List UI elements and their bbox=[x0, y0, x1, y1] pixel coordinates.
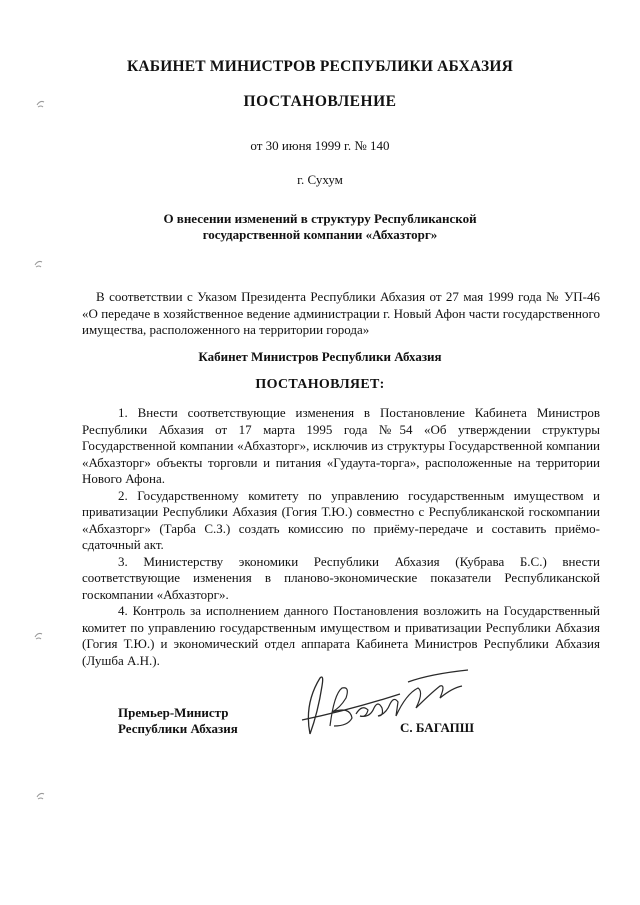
date-and-number: от 30 июня 1999 г. № 140 bbox=[250, 138, 390, 153]
signatory-name: С. БАГАПШ bbox=[400, 720, 475, 735]
preamble-paragraph: В соответствии с Указом Президента Республики Абхазия от 27 мая 1999 года № УП-46 «О передаче в хозяйственное ведение администрации г. Новый Афон части государственного имущества, расположенного на территории города» bbox=[82, 289, 600, 337]
resolution-item: 1. Внести соответствующие изменения в Постановление Кабинета Министров Республики Абхазия от 17 марта 1995 года №54 «Об утверждении структуры Государственной компании «Абхазторг», исключив из структуры Государственной компании «Абхазторг» объекты торговли и питания «Гудаута-торга», расположенные на территории Нового Афона. bbox=[82, 405, 600, 486]
cabinet-label: Кабинет Министров Республики Абхазия bbox=[198, 349, 442, 364]
resolution-item: 3. Министерству экономики Республики Абхазия (Кубрава Б.С.) внести соответствующие изменения в планово-экономические показатели Республиканской госкомпании «Абхазторг». bbox=[82, 553, 600, 602]
document-type-title: ПОСТАНОВЛЕНИЕ bbox=[243, 93, 397, 110]
signatory-title bbox=[118, 705, 238, 737]
binder-hole-mark bbox=[34, 631, 43, 640]
resolves-label: ПОСТАНОВЛЯЕТ: bbox=[255, 377, 385, 392]
resolution-item: 4. Контроль за исполнением данного Постановления возложить на Государственный комитет по управлению государственным имуществом и приватизации Республики Абхазия (Гогия Т.Ю.) и экономический отдел аппарата Кабинета Министров Республики Абхазия (Лушба А.Н.). bbox=[82, 603, 600, 668]
subject-heading bbox=[0, 211, 640, 243]
subject-line: государственной компании «Абхазторг» bbox=[202, 227, 438, 242]
signatory-title-line: Республики Абхазия bbox=[118, 721, 238, 736]
binder-hole-mark bbox=[36, 791, 45, 800]
resolution-items bbox=[82, 405, 600, 669]
subject-line: О внесении изменений в структуру Республиканской bbox=[163, 211, 477, 226]
city-line: г. Сухум bbox=[297, 172, 343, 187]
resolution-item: 2. Государственному комитету по управлению государственным имуществом и приватизации Республики Абхазия (Гогия Т.Ю.) совместно с Республиканской госкомпании «Абхазторг» (Тарба С.З.) создать комиссию по приёму-передаче и составить приёмо-сдаточный акт. bbox=[82, 487, 600, 552]
organization-title: КАБИНЕТ МИНИСТРОВ РЕСПУБЛИКИ АБХАЗИЯ bbox=[126, 58, 514, 75]
signatory-title-line: Премьер-Министр bbox=[118, 705, 229, 720]
binder-hole-mark bbox=[34, 259, 43, 268]
